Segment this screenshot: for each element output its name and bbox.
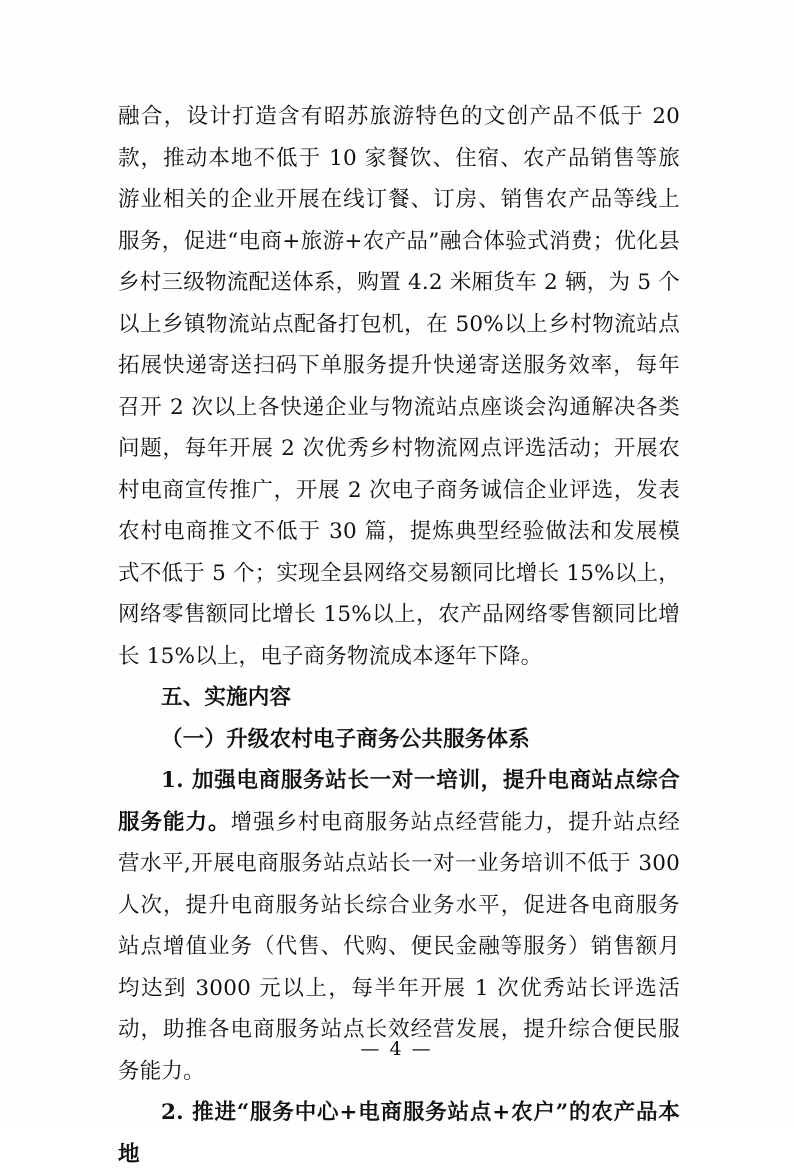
document-body xyxy=(118,96,680,1175)
subsection-heading-one: （一）升级农村电子商务公共服务体系 xyxy=(161,726,530,752)
list-item-2: 2. 推进“服务中心+电商服务站点+农户”的农产品本地 xyxy=(118,1100,680,1167)
list-item-1-body: 增强乡村电商服务站点经营能力，提升站点经营水平,开展电商服务站点站长一对一业务培训不低于 300 人次，提升电商服务站长综合业务水平，促进各电商服务站点增值业务（代售、代购、便民金融等服务）销售额月均达到 3000 元以上，每半年开展 1 次优秀站长评选活动，助推各电商服务站点长效经营发展，提升综合便民服务能力。 xyxy=(118,809,680,1084)
list-item-1-lead: 1. 加强电商服务站长一对一培训，提升电商站点综合服务能力。 xyxy=(118,768,680,835)
page-number: — 4 — xyxy=(360,1038,433,1060)
section-heading-five: 五、实施内容 xyxy=(161,685,292,710)
paragraph-continued: 融合，设计打造含有昭苏旅游特色的文创产品不低于 20 款，推动本地不低于 10 家餐饮、住宿、农产品销售等旅游业相关的企业开展在线订餐、订房、销售农产品等线上服务，促进“电商+旅游+农产品”融合体验式消费；优化县乡村三级物流配送体系，购置 4.2 米厢货车 2 辆，为 5 个以上乡镇物流站点配备打包机，在 50%以上乡村物流站点拓展快递寄送扫码下单服务提升快递寄送服务效率，每年召开 2 次以上各快递企业与物流站点座谈会沟通解决各类问题，每年开展 2 次优秀乡村物流网点评选活动；开展农村电商宣传推广，开展 2 次电子商务诚信企业评选，发表农村电商推文不低于 30 篇，提炼典型经验做法和发展模式不低于 5 个；实现全县网络交易额同比增长 15%以上，网络零售额同比增长 15%以上，农产品网络零售额同比增长 15%以上，电子商务物流成本逐年下降。 xyxy=(118,104,680,669)
